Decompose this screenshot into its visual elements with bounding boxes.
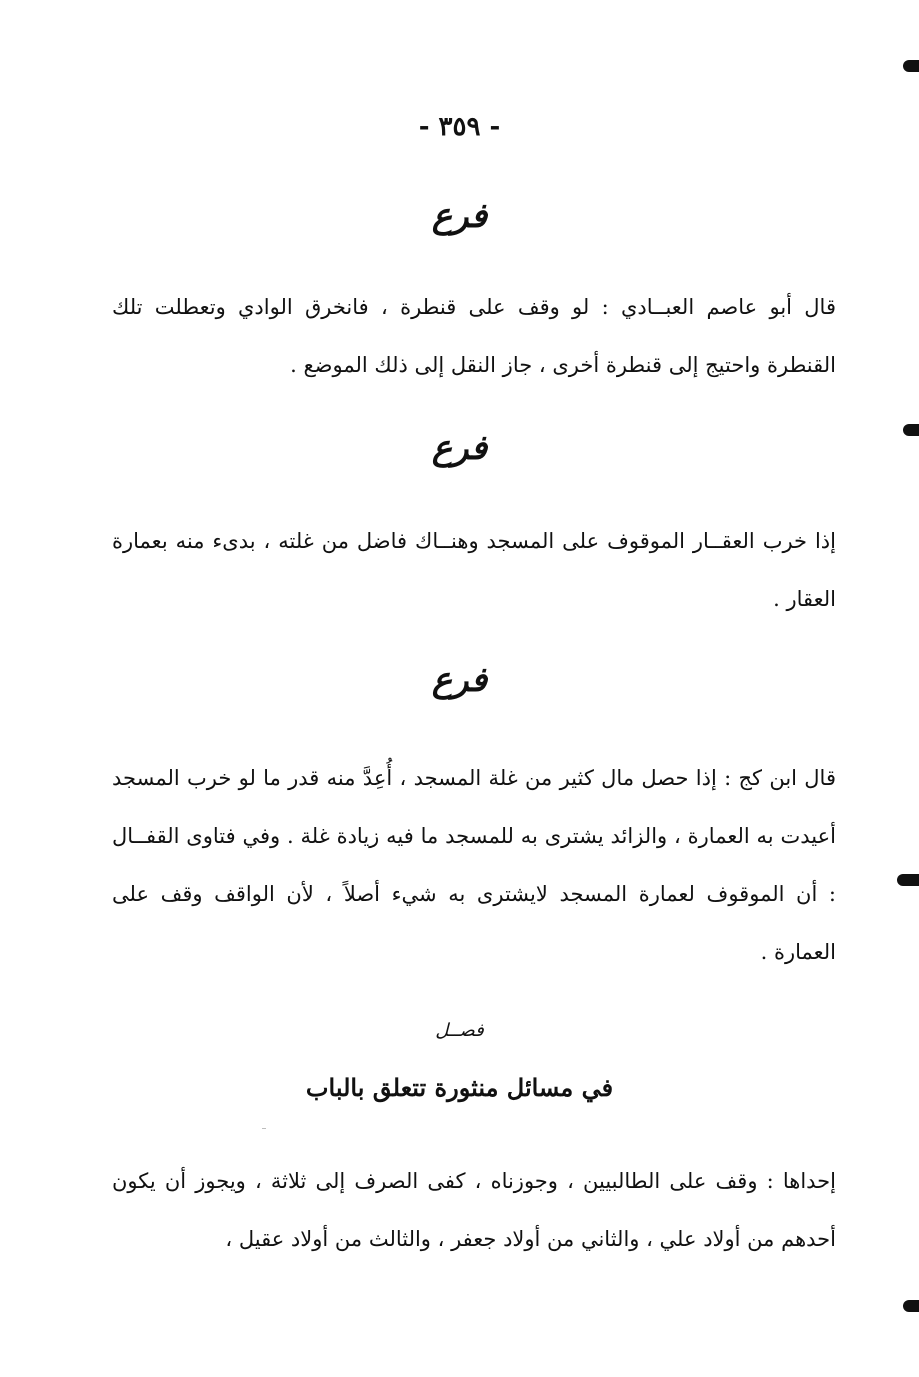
section-heading-far3: فرع <box>431 660 488 700</box>
paragraph-3: قال ابن كج : إذا حصل مال كثير من غلة المسجد ، أُعِدَّ منه قدر ما لو خرب المسجد أعيدت به العمارة ، والزائد يشترى به للمسجد ما فيه زيادة غلة . وفي فتاوى القفــال : أن الموقوف لعمارة المسجد لايشترى به شيء أصلاً ، لأن الواقف وقف على العمارة . <box>112 766 836 964</box>
chapter-title: في مسائل منثورة تتعلق بالباب <box>305 1073 614 1102</box>
edge-mark-bottom <box>903 1300 919 1312</box>
edge-mark-top <box>903 60 919 72</box>
edge-mark-middle <box>903 424 919 436</box>
scan-speck <box>262 1128 266 1129</box>
section-heading-far2: فرع <box>431 428 488 468</box>
paragraph-1: قال أبو عاصم العبــادي : لو وقف على قنطرة ، فانخرق الوادي وتعطلت تلك القنطرة واحتيج إلى قنطرة أخرى ، جاز النقل إلى ذلك الموضع . <box>112 295 836 377</box>
page-number: - ٣٥٩ - <box>418 112 501 142</box>
paragraph-4: إحداها : وقف على الطالبيين ، وجوزناه ، كفى الصرف إلى ثلاثة ، ويجوز أن يكون أحدهم من أولاد علي ، والثاني من أولاد جعفر ، والثالث من أولاد عقيل ، <box>112 1169 836 1251</box>
fasl-label: فصــل <box>435 1020 484 1041</box>
edge-mark-lower <box>897 874 919 886</box>
section-heading-far1: فرع <box>431 196 488 236</box>
paragraph-2: إذا خرب العقــار الموقوف على المسجد وهنــاك فاضل من غلته ، بدىء منه بعمارة العقار . <box>112 529 836 611</box>
